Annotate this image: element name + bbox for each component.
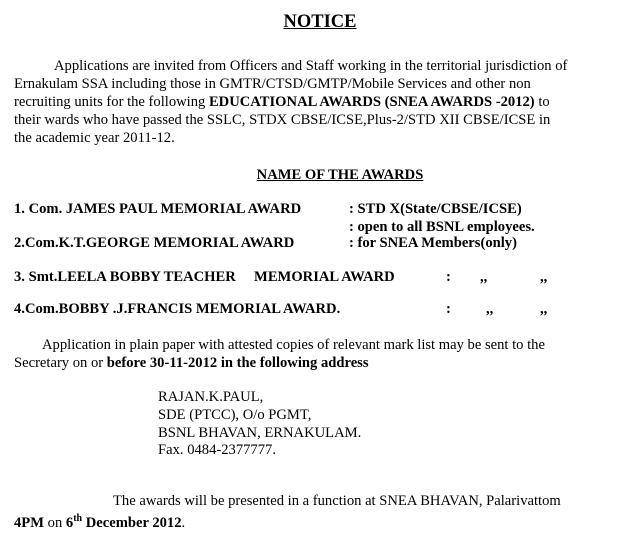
event-day: 6: [65, 514, 74, 531]
award-3-name: 3. Smt.LEELA BOBBY TEACHER MEMORIAL AWARD: [14, 269, 395, 285]
intro-line-5: the academic year 2011-12.: [14, 130, 175, 146]
closing-line-2: [14, 510, 185, 532]
application-line-1: Application in plain paper with attested copies of relevant mark list may be sent to the: [42, 337, 545, 353]
award-2-name: 2.Com.K.T.GEORGE MEMORIAL AWARD: [14, 235, 295, 251]
award-4-ditto-2: ,,: [540, 301, 548, 317]
event-date: December 2012: [82, 514, 182, 531]
deadline: before 30-11-2012 in the following address: [106, 355, 369, 371]
award-4-ditto-1: ,,: [486, 301, 494, 317]
application-line-2: [14, 354, 369, 372]
awards-heading: NAME OF THE AWARDS: [256, 167, 424, 183]
award-4-name: 4.Com.BOBBY .J.FRANCIS MEMORIAL AWARD.: [14, 301, 341, 317]
application-line-2-text: Secretary on or: [14, 355, 107, 371]
award-2-detail: : for SNEA Members(only): [349, 235, 517, 251]
award-1-eligibility: : open to all BSNL employees.: [349, 219, 535, 235]
award-3-ditto-2: ,,: [540, 269, 548, 285]
address-name: RAJAN.K.PAUL,: [158, 389, 264, 405]
award-3-colon: :: [446, 269, 451, 285]
closing-on: on: [44, 514, 66, 531]
event-time: 4PM: [14, 514, 44, 531]
closing-line-1: The awards will be presented in a function at SNEA BHAVAN, Palarivattom: [113, 493, 561, 509]
intro-line-3-end: to: [534, 94, 550, 110]
address-fax: Fax. 0484-2377777.: [158, 442, 276, 458]
intro-line-3: [14, 93, 550, 111]
event-day-suffix: th: [73, 513, 83, 524]
intro-line-4: their wards who have passed the SSLC, STDX CBSE/ICSE,Plus-2/STD XII CBSE/ICSE in: [14, 112, 551, 128]
address-designation: SDE (PTCC), O/o PGMT,: [158, 407, 312, 423]
notice-title: NOTICE: [283, 12, 357, 32]
intro-line-3-text: recruiting units for the following: [14, 94, 209, 110]
intro-line-2: Ernakulam SSA including those in GMTR/CTSD/GMTP/Mobile Services and other non: [14, 76, 531, 92]
intro-line-1: Applications are invited from Officers and Staff working in the territorial jurisdiction of: [54, 58, 568, 74]
closing-period: .: [181, 514, 186, 531]
award-3-ditto-1: ,,: [480, 269, 488, 285]
award-1-name: 1. Com. JAMES PAUL MEMORIAL AWARD: [14, 201, 302, 217]
address-office: BSNL BHAVAN, ERNAKULAM.: [158, 425, 362, 441]
awards-emphasis: EDUCATIONAL AWARDS (SNEA AWARDS -2012): [208, 94, 535, 110]
award-1-detail: : STD X(State/CBSE/ICSE): [349, 201, 522, 217]
award-4-colon: :: [446, 301, 451, 317]
